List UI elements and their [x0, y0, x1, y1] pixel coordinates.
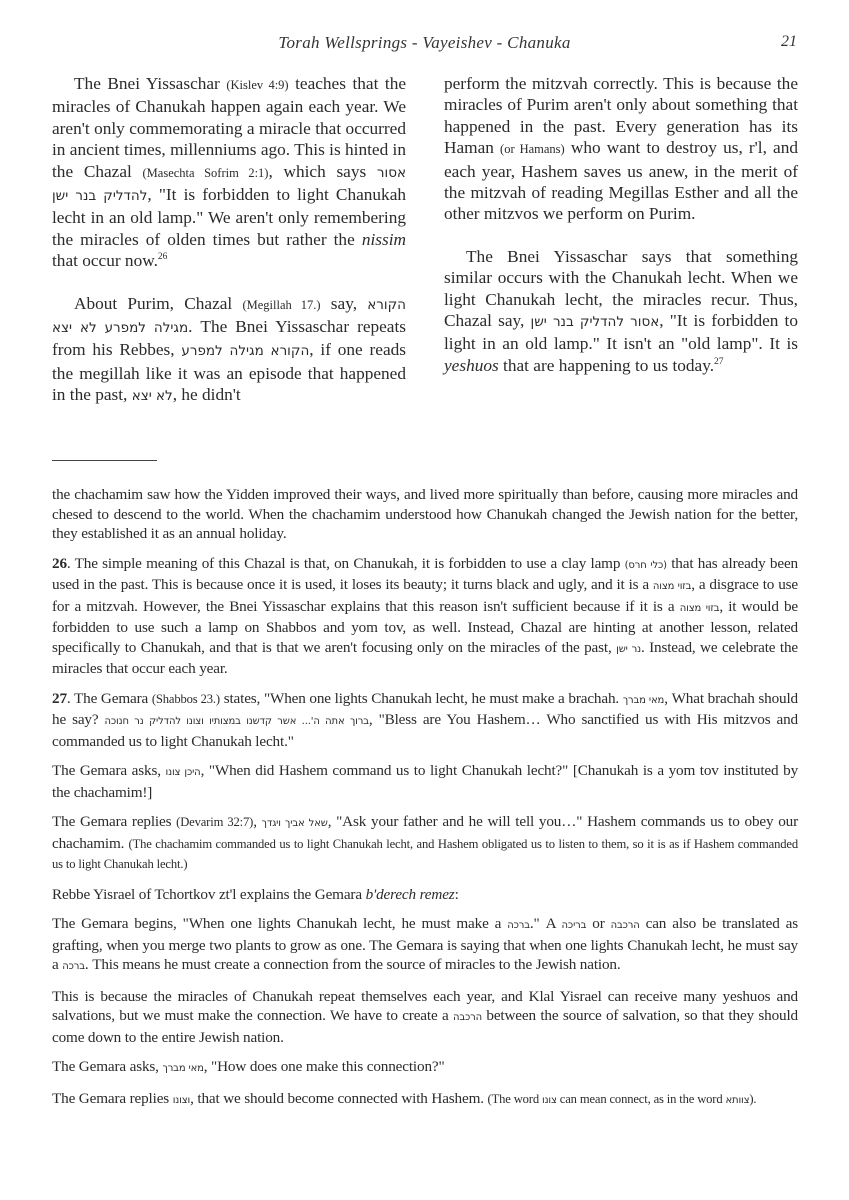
parenthetical: (The chachamim commanded us to light Chanukah lecht, and Hashem obligated us to listen to them, so it is as if Hashem commanded us to light Chanukah lecht.) — [52, 836, 798, 871]
parenthetical: (or Hamans) — [500, 142, 565, 157]
hebrew-term: ברכה — [507, 920, 530, 931]
hebrew-term: נר ישן — [616, 643, 641, 655]
hebrew-term: היכן צונו — [165, 767, 201, 778]
hebrew-term: בריכה — [561, 920, 587, 931]
footnote-gemara-asks-2: The Gemara asks, מאי מברך, "How does one make this connection?" — [52, 1058, 445, 1075]
page-number: 21 — [781, 33, 797, 50]
hebrew-term: מאי מברך — [162, 1063, 204, 1074]
footnote-27: 27. The Gemara (Shabbos 23.) states, "When one lights Chanukah lecht, he must make a brachah. מאי מברך, What brachah should he say? ברוך אתה ה'... אשר קדשנו במצותיו וצונו להדליק נר חנוכה, "Bless are You Hashem… Who sanctified us with His mitzvos and commanded us to light Chanukah lecht." — [52, 689, 799, 750]
footnote-continued: the chachamim saw how the Yidden improved their ways, and lived more spiritually than before, causing more miracles and chesed to descend to the world. When the chachamim understood how Chanukah changed the Jewish nation for the better, they established it as an annual holiday. — [52, 486, 798, 542]
italic-term: b'derech remez — [365, 885, 455, 903]
hebrew-term: צונו — [542, 1094, 557, 1106]
page-header — [0, 33, 849, 57]
source-citation: (Masechta Sofrim 2:1) — [142, 165, 269, 180]
paragraph-chanukah-lecht: The Bnei Yissaschar says that something similar occurs with the Chanukah lecht. When we light Chanukah lecht, the miracles recur. Thus, Chazal say, אסור להדליק בנר ישן, "It is forbidden to light in an old lamp." It isn't an "old lamp". It is yeshuos that are happening to us today.$^{27}$ — [444, 246, 798, 375]
hebrew-quote: הקורא מגילה למפרע לא יצא — [52, 296, 407, 337]
footnote-number: 26 — [52, 554, 67, 572]
hebrew-term: צוותא — [725, 1094, 750, 1106]
main-text-columns — [52, 73, 798, 408]
hebrew-term: שאל אביך ויגדך — [261, 818, 328, 829]
left-column — [52, 73, 406, 408]
footnote-26: 26. The simple meaning of this Chazal is that, on Chanukah, it is forbidden to use a clay lamp (כלי חרס) that has already been used in the past. This is because once it is used, it loses its beauty; it turns black and ugly, and it is a בזוי מצוה, a disgrace to use for a mitzvah. However, the Bnei Yissaschar explains that this reason isn't sufficient because if it is a בזוי מצוה, it would be forbidden to use such a lamp on Shabbos and yom tov, as well. Instead, Chazal are hinting at another lesson, related specifically to Chanukah, and that is that we aren't focusing only on the miracles of the past, נר ישן. Instead, we celebrate the miracles that occur each year. — [52, 554, 799, 677]
footnote-rebbe-yisrael: Rebbe Yisrael of Tchortkov zt'l explains the Gemara b'derech remez: — [52, 885, 459, 903]
footnote-gemara-asks: The Gemara asks, היכן צונו, "When did Hashem command us to light Chanukah lecht?" [Chanukah is a yom tov instituted by the chachamim!] — [52, 762, 799, 801]
hebrew-quote: אסור להדליק בנר ישן — [530, 314, 660, 331]
hebrew-term: וצונו — [172, 1094, 191, 1106]
paragraph-purim-continued: perform the mitzvah correctly. This is because the miracles of Purim aren't only about something that happened in the past. Every generation has its Haman (or Hamans) who want to destroy us, r'l, and each year, Hashem saves us anew, in the merit of the mitzvah of reading Megillas Esther and all the other mitzvos we perform on Purim. — [444, 74, 798, 224]
source-citation: (Shabbos 23.) — [151, 691, 220, 706]
paragraph-chanukah-miracles: The Bnei Yissaschar (Kislev 4:9) teaches that the miracles of Chanukah happen again each year. We aren't only commemorating a miracle that occurred in ancient times, millenniums ago. This is hinted in the Chazal (Masechta Sofrim 2:1), which says אסור להדליק בנר ישן, "It is forbidden to light Chanukah lecht in an old lamp." We aren't only remembering the miracles of olden times but rather the nissim that occur now.$^{26}$ — [52, 74, 407, 271]
hebrew-term: בזוי מצוה — [652, 581, 692, 592]
italic-term: nissim — [361, 229, 406, 249]
hebrew-term: ברכה — [62, 961, 85, 972]
hebrew-blessing: ברוך אתה ה'... אשר קדשנו במצותיו וצונו להדליק נר חנוכה — [104, 716, 369, 727]
running-title: Torah Wellsprings - Vayeishev - Chanuka — [278, 33, 571, 52]
italic-term: yeshuos — [444, 355, 499, 375]
source-citation: (Kislev 4:9) — [226, 78, 289, 92]
hebrew-term: (כלי חרס) — [624, 559, 667, 571]
footnote-ref-26[interactable]: 26 — [157, 252, 168, 263]
footnote-gemara-replies-2: The Gemara replies וצונו, that we should become connected with Hashem. (The word צונו can mean connect, as in the word צוותא). — [52, 1089, 757, 1107]
footnotes — [52, 485, 798, 1120]
footnote-number: 27 — [52, 689, 67, 707]
hebrew-quote: לא יצא — [131, 388, 173, 405]
source-citation: (Devarim 32:7) — [176, 815, 254, 829]
hebrew-quote: אסור להדליק בנר ישן — [52, 164, 407, 205]
hebrew-term: הרכבה — [610, 920, 640, 931]
paragraph-purim: About Purim, Chazal (Megillah 17.) say, הקורא מגילה למפרע לא יצא. The Bnei Yissaschar repeats from his Rebbes, הקורא מגילה למפרע, if one reads the megillah like it was an episode that happened in the past, לא יצא, he didn't — [52, 293, 407, 405]
right-column — [444, 73, 798, 408]
hebrew-term: הרכבה — [452, 1012, 482, 1023]
source-citation: (Megillah 17.) — [242, 297, 321, 312]
parenthetical: (The word צונו can mean connect, as in the word צוותא). — [487, 1091, 757, 1106]
hebrew-term: בזוי מצוה — [679, 602, 720, 614]
footnote-gemara-begins: The Gemara begins, "When one lights Chanukah lecht, he must make a ברכה." A בריכה or הרכבה can also be translated as grafting, when you merge two plants to grow as one. The Gemara is saying that when one lights Chanukah lecht, he must say a ברכה. This means he must create a connection from the source of miracles to the Jewish nation. — [52, 915, 798, 973]
hebrew-quote: הקורא מגילה למפרע — [181, 343, 310, 360]
footnote-because: This is because the miracles of Chanukah repeat themselves each year, and Klal Yisrael can receive many yeshuos and salvations, but we must make the connection. We have to create a הרכבה between the source of salvation, so that they should come down to the entire Jewish nation. — [52, 987, 798, 1046]
footnote-separator — [52, 460, 157, 461]
hebrew-term: מאי מברך — [622, 694, 665, 706]
footnote-ref-27[interactable]: 27 — [714, 357, 724, 368]
footnote-gemara-replies: The Gemara replies (Devarim 32:7), שאל אביך ויגדך, "Ask your father and he will tell you…" Hashem commands us to obey our chachamim. (The chachamim commanded us to light Chanukah lecht, and Hashem obligated us to listen to them, so it is as if Hashem commanded us to light Chanukah lecht.) — [52, 813, 799, 871]
